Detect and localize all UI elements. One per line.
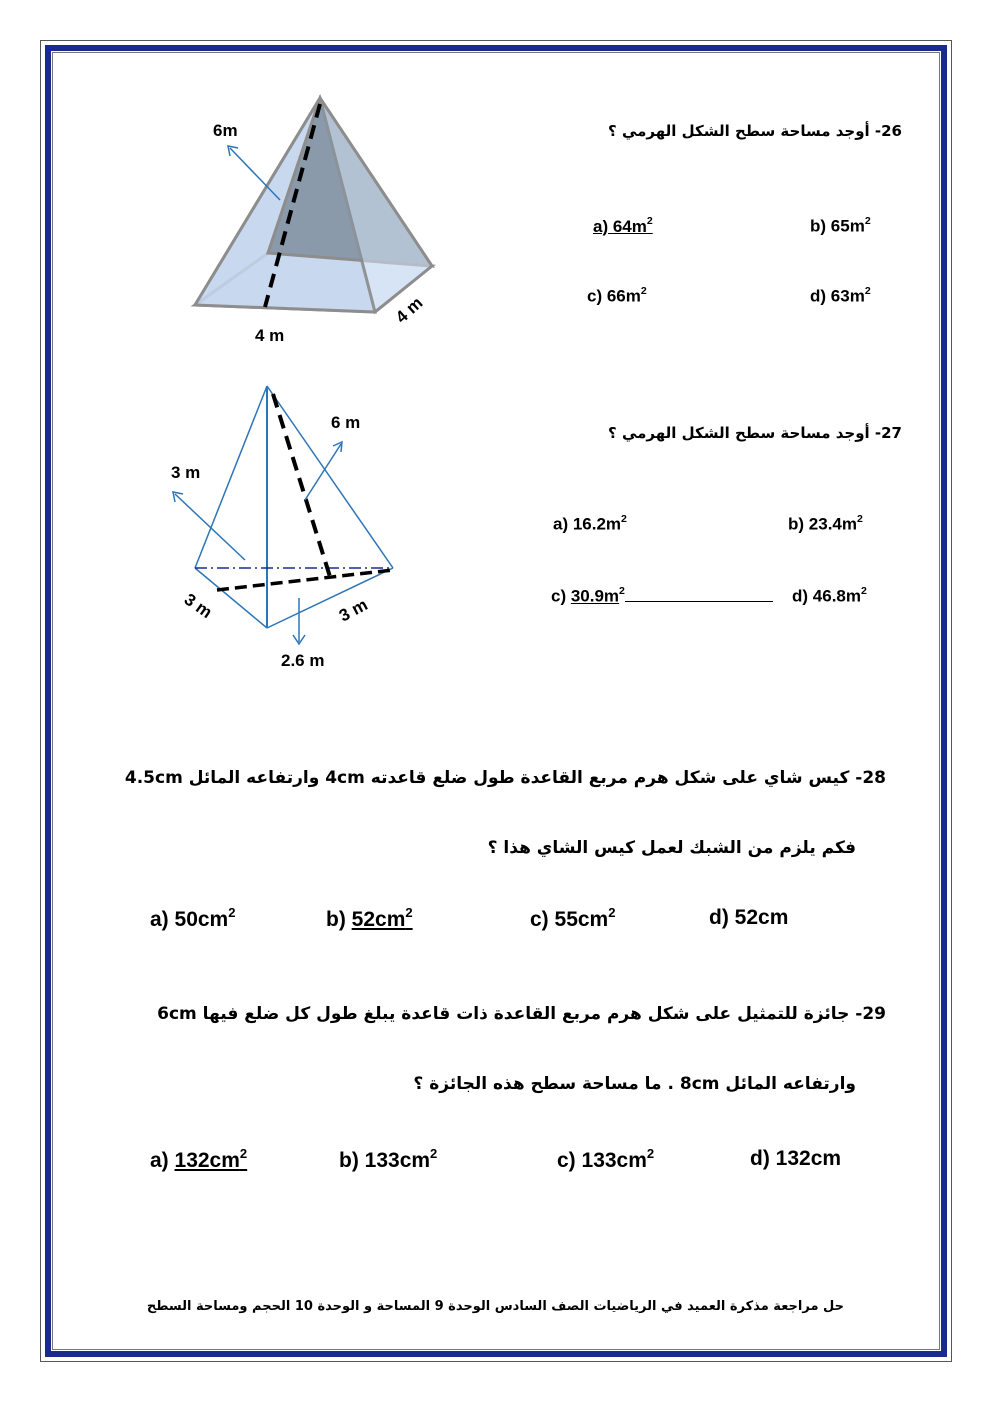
q27-side-label: 3 m — [171, 463, 201, 482]
q27-option-c[interactable]: c) $30.9m^2$ — [551, 586, 773, 607]
q28-option-b[interactable]: b) $52cm^2$ — [326, 904, 413, 931]
q26-question: 26- أوجد مساحة سطح الشكل الهرمي ؟ — [608, 122, 902, 140]
q27-pyramid-figure — [165, 380, 415, 680]
q27-edge-right — [267, 386, 393, 568]
q27-option-b[interactable]: b) $23.4m^2$ — [788, 512, 863, 534]
q27-edge-left — [195, 386, 267, 568]
q28-question-line2: فكم يلزم من الشبك لعمل كيس الشاي هذا ؟ — [487, 838, 856, 858]
q27-base-right-label: 3 m — [335, 595, 371, 626]
q29-option-b[interactable]: b) $133cm^2$ — [339, 1145, 438, 1172]
q26-slant-label: 6m — [213, 121, 238, 140]
q29-option-c[interactable]: c) $133cm^2$ — [557, 1145, 655, 1172]
q29-question-line2: وارتفاعه المائل 8cm . ما مساحة سطح هذه الجائزة ؟ — [413, 1074, 856, 1094]
q29-option-a[interactable]: a) $132cm^2$ — [150, 1145, 248, 1172]
q27-arrow-slant — [305, 444, 341, 500]
q26-option-c[interactable]: c) $66m^2$ — [587, 284, 647, 306]
q27-slant-label: 6 m — [331, 413, 361, 432]
q26-base-front-label: 4 m — [255, 326, 285, 345]
q28-question-line1: 28- كيس شاي على شكل هرم مربع القاعدة طول ضلع قاعدته 4cm وارتفاعه المائل 4.5cm — [124, 768, 886, 788]
q26-option-b[interactable]: b) $65m^2$ — [810, 214, 871, 236]
page-footer: حل مراجعة مذكرة العميد في الرياضيات الصف السادس الوحدة 9 المساحة و الوحدة 10 الحجم ومساحة السطح — [146, 1299, 844, 1314]
q28-option-a[interactable]: a) $50cm^2$ — [150, 904, 236, 931]
q27-option-a[interactable]: a) $16.2m^2$ — [553, 512, 627, 534]
q29-question-line1: 29- جائزة للتمثيل على شكل هرم مربع القاعدة ذات قاعدة يبلغ طول كل ضلع فيها 6cm — [157, 1004, 886, 1024]
q26-option-a[interactable]: a) $64m^2$ — [593, 214, 653, 236]
q27-answer-line — [625, 600, 773, 602]
q28-option-d[interactable]: d) 52cm — [709, 906, 789, 929]
q27-question: 27- أوجد مساحة سطح الشكل الهرمي ؟ — [608, 424, 902, 442]
q27-option-d[interactable]: d) $46.8m^2$ — [792, 584, 867, 606]
q27-arrow-side — [175, 494, 245, 560]
q29-option-d[interactable]: d) 132cm — [750, 1147, 842, 1170]
q27-base-left-label: 3 m — [180, 589, 216, 623]
q27-base-height-label: 2.6 m — [281, 651, 325, 670]
q26-pyramid-figure — [180, 90, 460, 355]
q26-option-d[interactable]: d) $63m^2$ — [810, 284, 871, 306]
q26-base-side-label: 4 m — [391, 293, 427, 327]
q28-option-c[interactable]: c) $55cm^2$ — [530, 904, 616, 931]
q27-slant-height — [273, 394, 331, 580]
